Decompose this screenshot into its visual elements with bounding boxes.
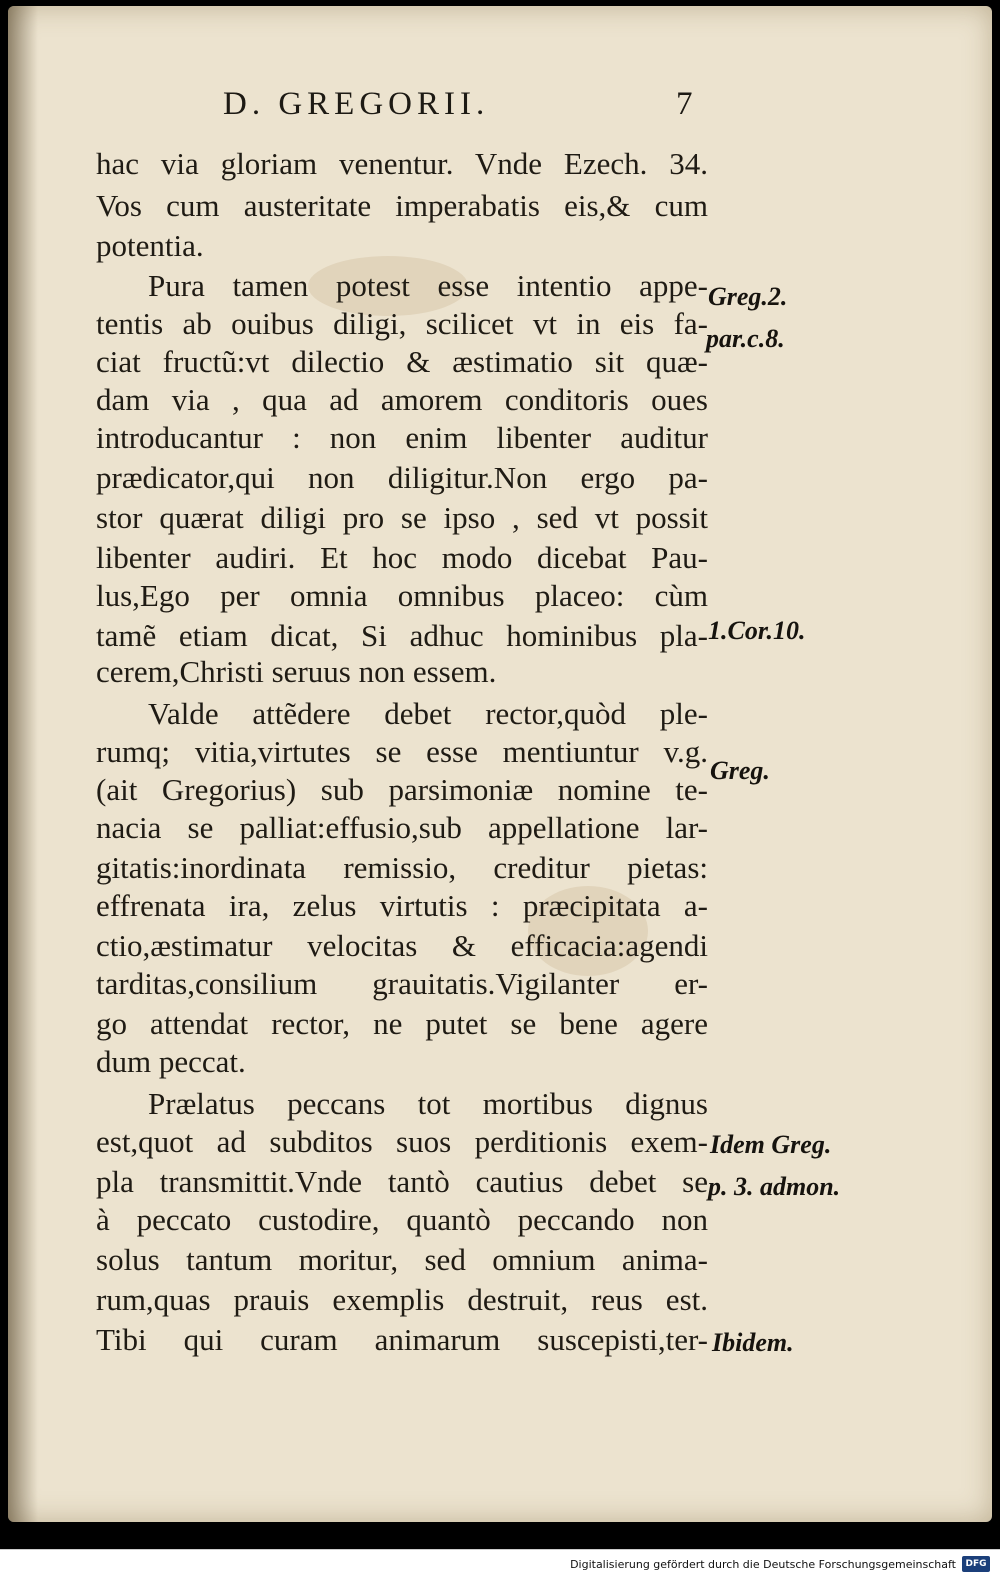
- text-line: à peccato custodire, quantò peccando non: [96, 1202, 708, 1237]
- text-line: cerem,Christi seruus non essem.: [96, 654, 497, 689]
- margin-note: Greg.2.: [708, 282, 788, 311]
- text-line: prædicator,qui non diligitur.Non ergo pa-: [96, 460, 708, 495]
- footer-credit: Digitalisierung gefördert durch die Deutsche Forschungsgemeinschaft: [570, 1558, 956, 1571]
- text-line: est,quot ad subditos suos perditionis exem-: [96, 1124, 708, 1159]
- text-line: (ait Gregorius) sub parsimoniæ nomine te-: [96, 772, 708, 807]
- text-line: stor quærat diligi pro se ipso , sed vt possit: [96, 500, 708, 535]
- text-line: hac via gloriam venentur. Vnde Ezech. 34.: [96, 146, 708, 181]
- text-line: nacia se palliat:effusio,sub appellatione lar-: [96, 810, 708, 845]
- digitization-footer: [0, 1549, 1000, 1581]
- text-line: dam via , qua ad amorem conditoris oues: [96, 382, 708, 417]
- text-line: Vos cum austeritate imperabatis eis,& cum: [96, 188, 708, 223]
- dfg-logo: DFG: [962, 1556, 990, 1572]
- text-line: Prælatus peccans tot mortibus dignus: [148, 1086, 708, 1121]
- text-line: rumq; vitia,virtutes se esse mentiuntur v.g.: [96, 734, 708, 769]
- text-line: libenter audiri. Et hoc modo dicebat Pau-: [96, 540, 708, 575]
- margin-note: Ibidem.: [712, 1328, 794, 1357]
- text-line: tentis ab ouibus diligi, scilicet vt in eis fa-: [96, 306, 708, 341]
- margin-note: p. 3. admon.: [708, 1172, 841, 1201]
- text-line: dum peccat.: [96, 1044, 246, 1079]
- page-spine-shadow: [8, 6, 38, 1522]
- margin-note: par.c.8.: [706, 324, 785, 353]
- text-line: Valde attẽdere debet rector,quòd ple-: [148, 696, 708, 731]
- text-line: tamẽ etiam dicat, Si adhuc hominibus pla-: [96, 618, 708, 653]
- text-line: Tibi qui curam animarum suscepisti,ter-: [96, 1322, 708, 1357]
- text-line: rum,quas prauis exemplis destruit, reus est.: [96, 1282, 708, 1317]
- page-number: 7: [676, 86, 693, 122]
- margin-note: Idem Greg.: [710, 1130, 832, 1159]
- text-line: potentia.: [96, 228, 204, 263]
- text-line: pla transmittit.Vnde tantò cautius debet se: [96, 1164, 708, 1199]
- text-line: tarditas,consilium grauitatis.Vigilanter er-: [96, 966, 708, 1001]
- margin-note: 1.Cor.10.: [708, 616, 806, 645]
- text-line: ciat fructũ:vt dilectio & æstimatio sit quæ-: [96, 344, 708, 379]
- text-line: Pura tamen potest esse intentio appe-: [148, 268, 708, 303]
- text-line: lus,Ego per omnia omnibus placeo: cùm: [96, 578, 708, 613]
- text-line: go attendat rector, ne putet se bene agere: [96, 1006, 708, 1041]
- text-line: introducantur : non enim libenter auditur: [96, 420, 708, 455]
- margin-note: Greg.: [710, 756, 770, 785]
- text-line: solus tantum moritur, sed omnium anima-: [96, 1242, 708, 1277]
- text-line: gitatis:inordinata remissio, creditur pietas:: [96, 850, 708, 885]
- running-head: D. GREGORII.: [223, 86, 490, 122]
- text-line: effrenata ira, zelus virtutis : præcipitata a-: [96, 888, 708, 923]
- text-line: ctio,æstimatur velocitas & efficacia:agendi: [96, 928, 708, 963]
- book-page: [8, 6, 992, 1522]
